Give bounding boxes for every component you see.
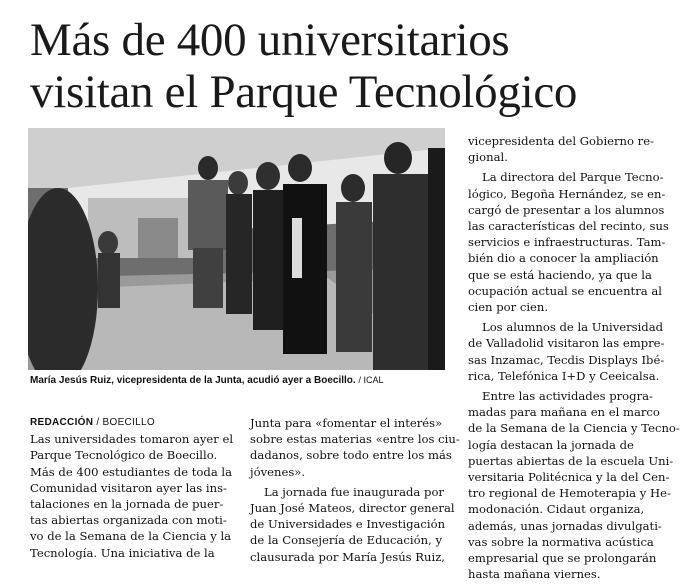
text-line: vas sobre la normativa acústica (468, 534, 654, 549)
text-line: de Valladolid visitaron las empre- (468, 336, 665, 351)
text-line: sobre estas materias «entre los ciu- (250, 432, 460, 447)
text-line: Los alumnos de la Universidad (482, 320, 664, 335)
text-line: vo de la Semana de la Ciencia y la (30, 529, 232, 544)
byline-author: REDACCIÓN (30, 417, 94, 428)
byline (30, 415, 238, 431)
text-line: dadanos, sobre todo entre los más (250, 448, 452, 463)
col2-paragraph-2 (250, 484, 455, 565)
text-line: de la Semana de la Ciencia y Tecno- (468, 421, 680, 436)
text-line: Juan José Mateos, director general (250, 501, 455, 516)
col2-paragraph-1 (250, 415, 460, 480)
text-line: logía destacan la jornada de (468, 437, 634, 452)
text-line: modonación. Cidaut organiza, (468, 502, 645, 517)
text-line: de Universidades e Investigación (250, 517, 446, 532)
text-line: Entre las actividades progra- (482, 389, 653, 404)
text-line: las características del recinto, sus (468, 219, 669, 234)
text-line: talaciones en la jornada de puer- (30, 497, 224, 512)
text-line: sas Inzamac, Tecdis Displays Ibé- (468, 352, 665, 367)
col3-paragraph-3 (468, 319, 674, 384)
article-column-2 (250, 415, 460, 565)
text-line: cargó de presentar a los alumnos (468, 202, 665, 217)
text-line: puertas abiertas de la escuela Uni- (468, 453, 674, 468)
text-line: además, unas jornadas divulgati- (468, 518, 662, 533)
photo-credit: / ICAL (358, 375, 384, 385)
text-line: La directora del Parque Tecno- (482, 170, 664, 185)
text-line: rica, Telefónica I+D y Ceeicalsa. (468, 368, 660, 383)
text-line: gional. (468, 150, 508, 165)
news-photo (28, 128, 445, 370)
text-line: servicios e infraestructuras. Tam- (468, 235, 666, 250)
text-line: que se está haciendo, ya que la (468, 267, 652, 282)
text-line: tas abiertas organizada con moti- (30, 513, 227, 528)
photo-caption (30, 375, 450, 386)
text-line: versitaria Politécnica y la del Cen- (468, 470, 670, 485)
headline (30, 14, 680, 118)
text-line: Tecnología. Una iniciativa de la (30, 545, 215, 560)
text-line: Comunidad visitaron ayer las ins- (30, 480, 227, 495)
text-line: ocupación actual se encuentra al (468, 283, 662, 298)
col1-paragraph (30, 431, 238, 561)
article-column-3 (468, 133, 680, 582)
article-column-1 (30, 415, 238, 561)
text-line: bién dio a conocer la ampliación (468, 251, 659, 266)
text-line: hasta mañana viernes. (468, 567, 601, 582)
col3-paragraph-1 (468, 133, 674, 165)
text-line: tro regional de Hemoterapia y He- (468, 486, 671, 501)
text-line: cien por cien. (468, 300, 549, 315)
text-line: Más de 400 estudiantes de toda la (30, 464, 233, 479)
text-line: jóvenes». (250, 464, 306, 479)
byline-location: / BOECILLO (96, 417, 155, 428)
text-line: de la Consejería de Educación, y (250, 533, 442, 548)
text-line: Junta para «fomentar el interés» (250, 416, 443, 430)
col3-paragraph-4 (468, 388, 680, 582)
text-line: empresarial que se prolongarán (468, 551, 657, 566)
text-line: madas para mañana en el marco (468, 405, 660, 420)
headline-line-1: Más de 400 universitarios (30, 14, 510, 66)
col3-paragraph-2 (468, 169, 674, 315)
text-line: Parque Tecnológico de Boecillo. (30, 448, 218, 463)
text-line: vicepresidenta del Gobierno re- (468, 134, 655, 148)
headline-line-2: visitan el Parque Tecnológico (30, 66, 578, 118)
text-line: lógico, Begoña Hernández, se en- (468, 186, 666, 201)
news-photo-image (28, 128, 445, 370)
text-line: La jornada fue inaugurada por (264, 484, 444, 499)
text-line: Las universidades tomaron ayer el (30, 432, 234, 447)
text-line: clausurada por María Jesús Ruiz, (250, 549, 445, 564)
caption-text: María Jesús Ruiz, vicepresidenta de la Junta, acudió ayer a Boecillo. (30, 375, 356, 386)
